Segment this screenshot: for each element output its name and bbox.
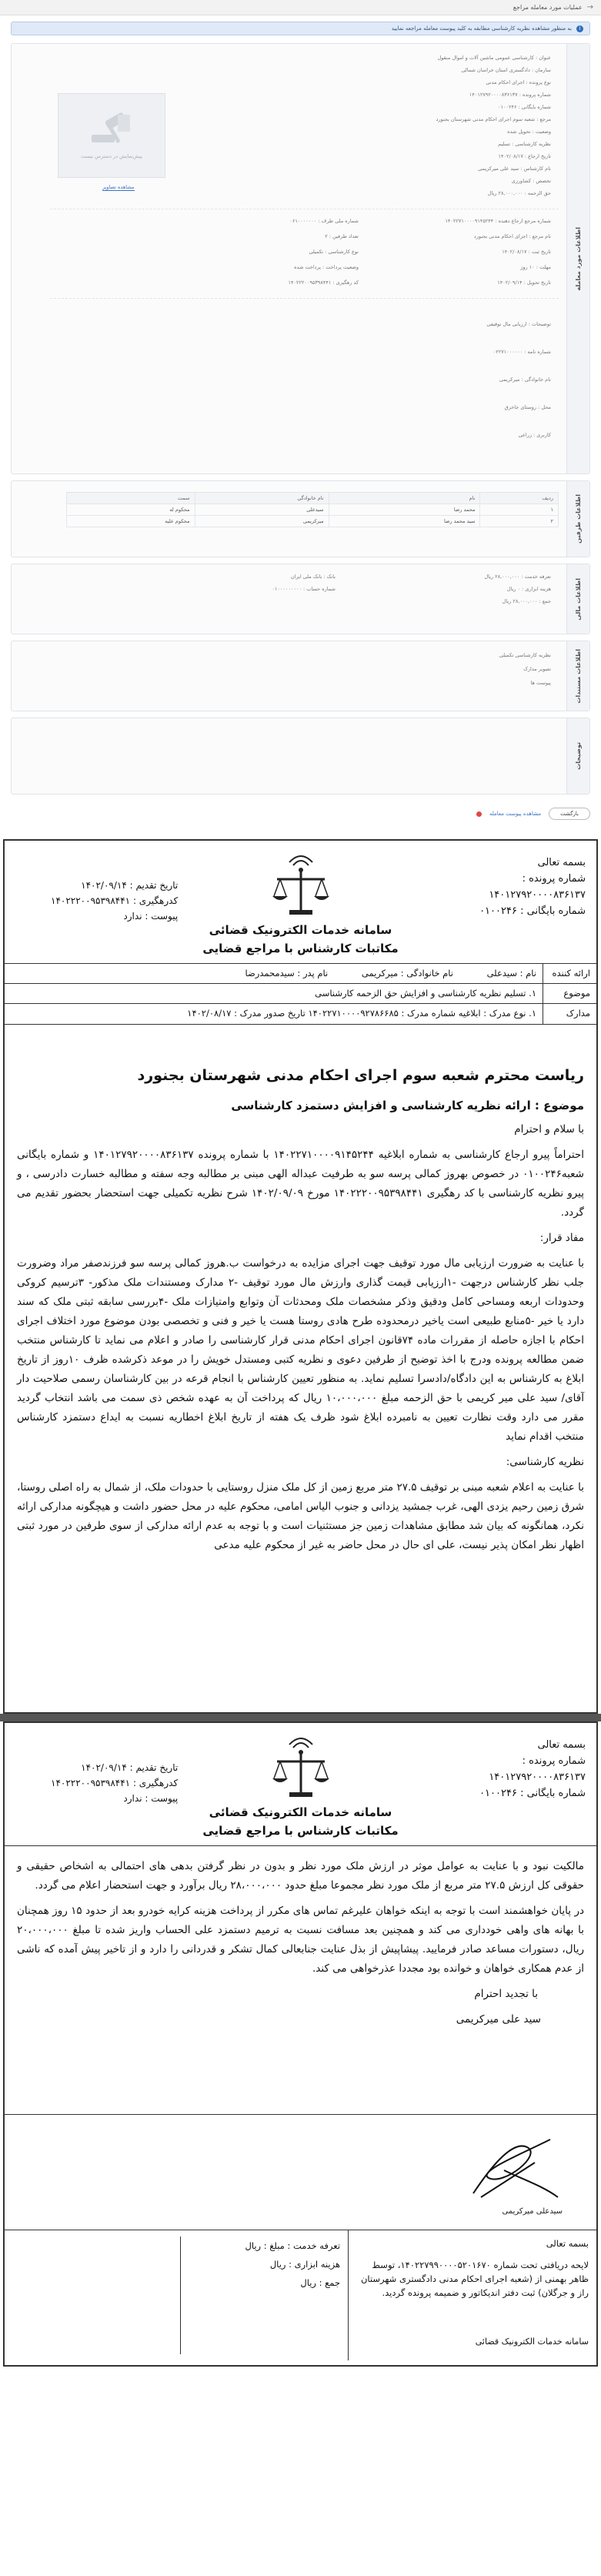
attachment-note: پیوست : ندارد — [123, 1793, 179, 1804]
letter-subject: موضوع : ارائه نظریه کارشناسی و افزایش دستمزد کارشناسی — [231, 1099, 584, 1112]
letter-page-1 — [3, 839, 598, 1714]
meta-value: ۱. نوع مدرک : ابلاغیه شماره مدرک : ۱۴۰۲۲۷۱۰۰۰۰۹۲۷۸۶۶۸۵ تاریخ صدور مدرک : ۱۴۰۲/۰۸/۱۷ — [187, 1008, 536, 1019]
receipt-org: سامانه خدمات الکترونیک قضائی — [475, 2337, 589, 2347]
finance-section-label: اطلاعات مالی — [575, 577, 582, 621]
case-number-label: شماره پرونده : — [522, 1755, 586, 1767]
letter-org — [5, 1803, 596, 1840]
page-separator — [0, 1714, 601, 1721]
back-button[interactable]: بازگشت — [549, 808, 590, 820]
fee-box — [5, 2230, 348, 2360]
info-icon: i — [576, 25, 583, 32]
page-title: عملیات مورد معامله مراجع — [513, 4, 583, 11]
docs-section-tab — [566, 641, 589, 711]
table-cell: سیدعلی — [195, 504, 329, 516]
table-cell: ۱ — [480, 504, 559, 516]
detail-field: محل : روستای جاخرق — [504, 404, 551, 410]
meta-row-documents — [5, 1004, 596, 1024]
notification-dot-icon — [476, 811, 482, 817]
notes-section-tab — [566, 718, 589, 794]
details-section — [11, 43, 590, 474]
paragraph-request: در پایان خواهشمند است با توجه به اینکه خواهان علیرغم تماس های مکرر از پرداخت هزینه کرایه خودرو بعد از حدود ۱۵ روز همچنان با بهانه های واهی خودداری می کند و همچنین بعد مسافت نسبت به ترمیم دستمزد علی الحساب واریز شده تا مبلغ ۲۰،۰۰۰،۰۰۰ ریال، دستورات مساعد صادر فرمایید. پیشاپیش از بذل عنایت جنابعالی کمال تشکر و قدردانی را دارد و از تاخیر پیش آمده که ناشی از عدم همکاری خواهان و خوانده بود مجددا عذرخواهی می کند. — [17, 1905, 584, 1975]
detail-field: حق الزحمه : ۲۸,۰۰۰,۰۰۰ ریال — [487, 190, 551, 196]
detail-field: تاریخ ارجاع : ۱۴۰۲/۰۸/۱۷ — [498, 153, 551, 159]
table-cell: ۲ — [480, 516, 559, 527]
table-row — [67, 504, 559, 516]
heading-order: مفاد قرار: — [539, 1232, 584, 1244]
detail-field: تاریخ تحویل : ۱۴۰۲/۰۹/۱۴ — [497, 279, 551, 286]
table-row — [67, 516, 559, 527]
case-number: ۱۴۰۱۲۷۹۲۰۰۰۰۸۳۶۱۳۷ — [489, 889, 586, 901]
finance-line: تعرفه خدمت : ۲۸,۰۰۰,۰۰۰ ریال — [484, 574, 551, 580]
table-header-cell: ردیف — [480, 493, 559, 504]
table-cell: محمد رضا — [329, 504, 480, 516]
archive-number: ۰۱۰۰۲۴۶ — [479, 1788, 517, 1799]
org-line-1: سامانه خدمات الکترونیک قضائی — [209, 923, 392, 937]
archive-number-label: شماره بایگانی : — [520, 905, 586, 917]
paragraph-order: با عنایت به ضرورت ارزیابی مال مورد توقیف جهت اجرای مزایده به درخواست ب.هروز کمالی پرسه سو فرزندصفر مراد وضرورت جلب نظر کارشناس درجهت -۱ارزیابی قیمت گذاری وارزش مال مورد توقیف -۲ مدارک ومستندات ملک مذکور- ۳ترسیم کروکی وحدودات اربعه ومساحی کامل ودقیق وذکر مشخصات ملک ومحدثات آن وتوابع وامتیازات ملک -۴بررسی سابقه ثبتی ملک که سند دارد یا خیر -۵منابع طبیعی است یاخیر درمحدوده طرح هادی روستا هست یا خیر و فنی و تخصصی بودن موضوع مورد اختلاف اجرای احکام با اجازه حاصله از مقررات ماده ۷۴قانون اجرای احکام مدنی قرار کارشناسی را صادر و اعلام می نماید تا کارشناس منتخب ضمن مطالعه پرونده ودرج با اخذ توضیح از طرفین دعوی و نظریه کتبی ومستدل خویش را در موعد ذکرشده ظرف ۱۰روز از تاریخ ابلاغ به کارشناس به این دادگاه/دادسرا تسلیم نماید. به منظور تعیین کارشناس با انجام قرعه در بین کارشناسان رسمی صلاحیت دار آقای/ سید علی میر کریمی با حق الزحمه مبلغ ۱۰،۰۰۰،۰۰۰ ریال که پرداخت آن به عهده شخص ذی سمت می باشد انتخاب گردید مقرر می دارد وقت نظارت تعیین به نامبرده ابلاغ شود ظرف یک هفته از تاریخ ابلاغ اخطاریه نسبت به ایداع دستمزد کارشناس منتخب اقدام نماید — [17, 1257, 584, 1443]
presenter-father: نام پدر : سیدمحمدرضا — [245, 968, 329, 979]
meta-row-presenter — [5, 964, 596, 984]
tool-fee-line: هزینه ابزاری : ریال — [269, 2259, 341, 2270]
table-cell: محکوم له — [67, 504, 195, 516]
table-cell: سید محمد رضا — [329, 516, 480, 527]
paragraph-opinion: با عنایت به اعلام شعبه مبنی بر توقیف ۲۷.۵ متر مربع زمین از کل ملک منزل روستایی با حدودات ملک، از شمال به راه اصلی روستا، شرق زمین رحیم یزدی الهی، غرب جمشید یزدانی و جنوب الیاس امامی، محکوم علیه در محل حضور داشت و هیچگونه مدارکی ارائه نکرد، همانگونه که بیان شد مطابق مشاهدات زمین جز مستثنیات است و با توجه به عدم ارائه مدارکی از سوی طرفین در مورد ثبتی اظهار نظر امکان پذیر نیست، علی ای حال در محل حاضر به غیر از محکوم علیه مدعی — [17, 1481, 584, 1551]
people-section — [11, 480, 590, 557]
detail-field: وضعیت پرداخت : پرداخت شده — [294, 264, 359, 270]
doc-link[interactable]: تصویر مدارک — [523, 666, 551, 672]
letter-header-left — [51, 1760, 178, 1806]
judiciary-emblem-icon — [266, 848, 336, 918]
detail-field: سازمان : دادگستری استان خراسان شمالی — [461, 67, 551, 73]
info-alert — [11, 22, 590, 35]
table-header-cell: سمت — [67, 493, 195, 504]
detail-field: تخصص : کشاورزی — [511, 178, 551, 184]
detail-field: شماره پرونده : ۱۴۰۱۲۷۹۲۰۰۰۰۸۳۶۱۳۷ — [469, 92, 551, 98]
paragraph-valuation: مالکیت نبود و با عنایت به عوامل موثر در ارزش ملک مورد نظر و بدون در نظر گرفتن بدهی های احتمالی به اشخاص حقیقی و حقوقی کل ارزش ۲۷.۵ متر مربع از ملک مورد نظر مجموعا مبلغ حدود ۲۸،۰۰۰،۰۰۰ ریال برآورد و جهت استحضار اعلام می گردد. — [17, 1860, 584, 1892]
docs-section-label: اطلاعات مستندات — [575, 648, 582, 704]
doc-link[interactable]: نظریه کارشناسی تکمیلی — [499, 652, 551, 658]
table-cell: محکوم علیه — [67, 516, 195, 527]
basmala: بسمه تعالی — [537, 857, 586, 868]
case-number: ۱۴۰۱۲۷۹۲۰۰۰۰۸۳۶۱۳۷ — [489, 1771, 586, 1783]
receipt-basmala: بسمه تعالی — [546, 2238, 589, 2249]
letter-body — [5, 1025, 596, 1572]
receipt-box — [5, 2230, 596, 2360]
archive-number: ۰۱۰۰۲۴۶ — [479, 905, 517, 917]
image-placeholder-caption: پیش‌نمایش در دسترس نیست — [81, 153, 142, 159]
action-bar — [23, 805, 590, 822]
letter-header — [5, 1723, 596, 1846]
letter-meta — [5, 964, 596, 1025]
tracking-code: کدرهگیری : ۱۴۰۲۲۲۰۰۹۵۳۹۸۴۴۱ — [51, 1778, 179, 1788]
receipt-note — [348, 2230, 596, 2360]
judiciary-emblem-icon — [266, 1731, 336, 1800]
detail-field: تاریخ ثبت : ۱۴۰۲/۰۸/۱۷ — [502, 249, 551, 255]
fee-line: تعرفه خدمت : مبلغ : ریال — [245, 2240, 341, 2251]
people-section-tab — [566, 481, 589, 557]
letter-page-2 — [3, 1721, 598, 2367]
meta-row-subject — [5, 984, 596, 1004]
greeting: با سلام و احترام — [514, 1123, 584, 1136]
submit-date: تاریخ تقدیم : ۱۴۰۲/۰۹/۱۴ — [81, 1762, 179, 1773]
meta-label: موضوع — [543, 984, 596, 1003]
letter-org — [5, 921, 596, 958]
org-line-2: مکاتبات کارشناس با مراجع قضایی — [202, 1824, 399, 1838]
signature-caption: سیدعلی میرکریمی — [502, 2207, 563, 2216]
presenter-family: نام خانوادگی : میرکریمی — [361, 968, 453, 979]
letter-header-left — [51, 878, 178, 924]
receipt-text: لایحه دریافتی تحت شماره ۱۴۰۲۲۷۹۹۰۰۰۰۵۲۰۱۶۷۰، توسط ظاهر بهمنی از (شعبه اجرای احکام مدنی دادگستری شهرستان راز و جرگلان) ثبت دفتر اندیکاتور و ضمیمه پرونده گردید. — [360, 2260, 589, 2298]
detail-field: شماره مرجع ارجاع دهنده : ۱۴۰۲۲۷۱۰۰۰۰۹۱۴۵۲۴۴ — [445, 218, 551, 224]
view-images-link[interactable]: مشاهده تصاویر — [102, 184, 135, 190]
table-header-row — [67, 493, 559, 504]
finance-line: شماره حساب : ۰۱۰۰۰۰۰۰۰۰۰ — [272, 586, 336, 592]
table-header-cell: نام — [329, 493, 480, 504]
signer-name: سید علی میرکریمی — [456, 2013, 541, 2026]
detail-field: عنوان : کارشناسی عمومی ماشین آلات و اموال منقول — [437, 55, 551, 61]
case-number-label: شماره پرونده : — [522, 873, 586, 885]
detail-field: نام مرجع : اجرای احکام مدنی بجنورد — [473, 233, 551, 239]
tracking-code: کدرهگیری : ۱۴۰۲۲۲۰۰۹۵۳۹۸۴۴۱ — [51, 895, 179, 906]
detail-field: مرجع : شعبه سوم اجرای احکام مدنی شهرستان بجنورد — [436, 116, 551, 122]
signature-box — [5, 2114, 596, 2230]
detail-field: وضعیت : تحویل شده — [507, 129, 551, 135]
addressee: ریاست محترم شعبه سوم اجرای احکام مدنی شهرستان بجنورد — [137, 1067, 584, 1084]
finance-line: بانک : بانک ملی ایران — [290, 574, 336, 580]
view-attachment-link[interactable]: مشاهده پیوست معامله — [489, 811, 542, 817]
table-header-cell: نام خانوادگی — [195, 493, 329, 504]
basmala: بسمه تعالی — [537, 1739, 586, 1751]
detail-field: شماره ملی طرف : ۰۶۱۰۰۰۰۰۰۰ — [289, 218, 359, 224]
detail-field: کاربری : زراعی — [518, 432, 551, 438]
meta-label: مدارک — [543, 1004, 596, 1024]
closing: با تجدید احترام — [474, 1988, 538, 2000]
attachment-note: پیوست : ندارد — [123, 911, 179, 922]
gavel-icon — [88, 112, 135, 147]
finance-section — [11, 564, 590, 634]
image-placeholder — [58, 93, 165, 178]
meta-value — [5, 964, 543, 983]
detail-field: تعداد طرفین : ۲ — [325, 233, 359, 239]
archive-number-label: شماره بایگانی : — [520, 1788, 586, 1799]
meta-value: ۱. تسلیم نظریه کارشناسی و افزایش حق الزحمه کارشناسی — [315, 988, 536, 999]
fee-column — [181, 2236, 341, 2354]
fee-column-empty — [12, 2236, 181, 2354]
finance-line: جمع : ۲۸,۰۰۰,۰۰۰ ریال — [502, 598, 551, 604]
back-arrow-icon[interactable]: → — [586, 3, 593, 12]
notes-section — [11, 718, 590, 795]
detail-field: نام خانوادگی : میرکریمی — [499, 376, 551, 383]
detail-field: مهلت : ۱۰ روز — [520, 264, 551, 270]
notes-section-label: توضیحات — [575, 742, 582, 770]
submit-date: تاریخ تقدیم : ۱۴۰۲/۰۹/۱۴ — [81, 880, 179, 891]
top-bar — [0, 0, 601, 15]
letter-header — [5, 841, 596, 964]
letter-header-right — [479, 855, 586, 919]
detail-field: نام کارشناس : سید علی میرکریمی — [478, 166, 551, 172]
detail-field: نوع کارشناسی : تکمیلی — [309, 249, 359, 255]
people-table — [66, 492, 559, 527]
info-alert-text: به منظور مشاهده نظریه کارشناسی مطابقه به کلید پیوست معامله مراجعه نمایید — [391, 25, 572, 32]
details-section-label: اطلاعات مورد معامله — [575, 226, 582, 291]
presenter-name: نام : سیدعلی — [486, 968, 536, 979]
org-line-1: سامانه خدمات الکترونیک قضائی — [209, 1805, 392, 1819]
doc-link[interactable]: پیوست ها — [530, 680, 551, 686]
heading-opinion: نظریه کارشناسی: — [506, 1456, 584, 1468]
letter-body — [5, 1846, 596, 2114]
divider — [50, 298, 559, 299]
table-cell: میرکریمی — [195, 516, 329, 527]
total-line: جمع : ریال — [300, 2277, 341, 2288]
detail-field: شماره نامه : ۰۲۲۷۱۰۰۰۰۰۰ — [492, 349, 551, 355]
details-section-tab — [566, 44, 589, 473]
letter-header-right — [479, 1737, 586, 1802]
org-line-2: مکاتبات کارشناس با مراجع قضایی — [202, 942, 399, 955]
detail-field: کد رهگیری : ۱۴۰۲۲۲۰۰۹۵۳۹۸۴۴۱ — [288, 279, 359, 286]
signature-image — [458, 2124, 573, 2209]
meta-label: ارائه کننده — [543, 964, 596, 983]
docs-section — [11, 641, 590, 711]
detail-field: نظریه کارشناسی : تسلیم — [498, 141, 551, 147]
finance-line: هزینه ابزاری : ۰ ریال — [506, 586, 551, 592]
detail-field: نوع پرونده : اجرای احکام مدنی — [486, 79, 551, 85]
case-details-view — [0, 0, 601, 831]
finance-section-tab — [566, 564, 589, 634]
paragraph-intro: احتراماً پیرو ارجاع کارشناسی به شماره ابلاغیه ۱۴۰۲۲۷۱۰۰۰۰۹۱۴۵۲۴۴ با شماره پرونده ۱۴۰۱۲۷۹۲۰۰۰۰۸۳۶۱۳۷ و شماره بایگانی شعبه۰۱۰۰۲۴۶ در خصوص بهروز کمالی پرسه سو به طرفیت عبداله الهی مبنی بر مطالبه وجه سفته و مطالبه خسارت دادرسی ، و پیرو نظریه کارشناسی با کد رهگیری ۱۴۰۲۲۲۰۰۹۵۳۹۸۴۴۱ مورخ ۱۴۰۲/۰۹/۰۹ شرح نظریه تکمیلی جهت استحضار بحضور تقدیم می گردد. — [17, 1149, 584, 1219]
detail-field: توضیحات : ارزیابی مال توقیفی — [486, 321, 551, 327]
people-section-label: اطلاعات طرفین — [575, 494, 582, 544]
detail-field: شماره بایگانی : ۰۱۰۰۲۴۶ — [498, 104, 551, 110]
